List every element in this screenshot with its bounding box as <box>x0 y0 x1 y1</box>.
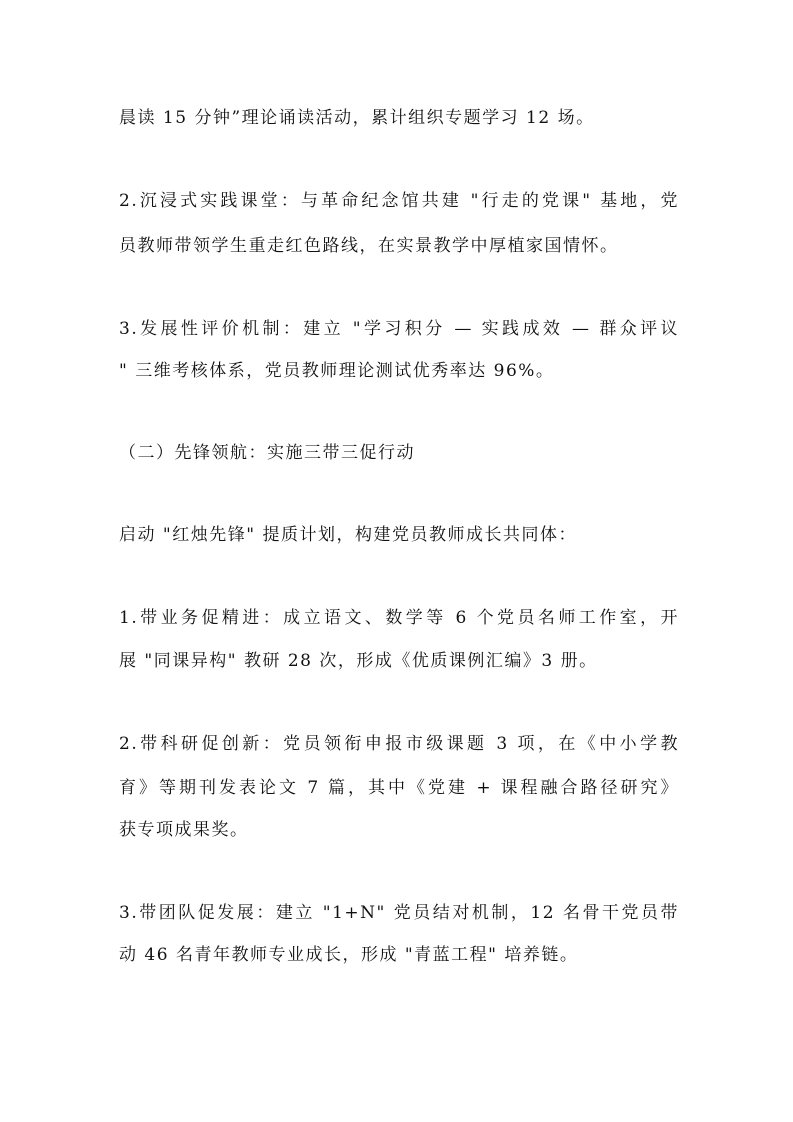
paragraph-line: " 三维考核体系，党员教师理论测试优秀率达 96%。 <box>119 361 555 381</box>
paragraph-line: 1.带业务促精进：成立语文、数学等 6 个党员名师工作室，开 <box>119 608 679 628</box>
paragraph-line: 3.带团队促发展：建立 "1+N" 党员结对机制，12 名骨干党员带 <box>119 903 679 923</box>
section-heading: （二）先锋领航：实施三带三促行动 <box>119 443 415 463</box>
paragraph-line: 晨读 15 分钟”理论诵读活动，累计组织专题学习 12 场。 <box>119 108 595 128</box>
paragraph-line: 获专项成果奖。 <box>119 820 249 840</box>
paragraph-line: 3.发展性评价机制：建立 "学习积分 — 实践成效 — 群众评议 <box>119 319 679 339</box>
paragraph-line: 2.带科研促创新：党员领衔申报市级课题 3 项，在《中小学教 <box>119 734 679 754</box>
paragraph-line: 2.沉浸式实践课堂：与革命纪念馆共建 "行走的党课" 基地，党 <box>119 191 679 211</box>
paragraph-line: 员教师带领学生重走红色路线，在实景教学中厚植家国情怀。 <box>119 236 619 256</box>
paragraph-line: 育》等期刊发表论文 7 篇，其中《党建 + 课程融合路径研究》 <box>119 778 679 798</box>
paragraph-line: 启动 "红烛先锋" 提质计划，构建党员教师成长共同体： <box>119 525 577 545</box>
paragraph-line: 动 46 名青年教师专业成长，形成 "青蓝工程" 培养链。 <box>119 945 579 965</box>
paragraph-line: 展 "同课异构" 教研 28 次，形成《优质课例汇编》3 册。 <box>119 651 598 671</box>
